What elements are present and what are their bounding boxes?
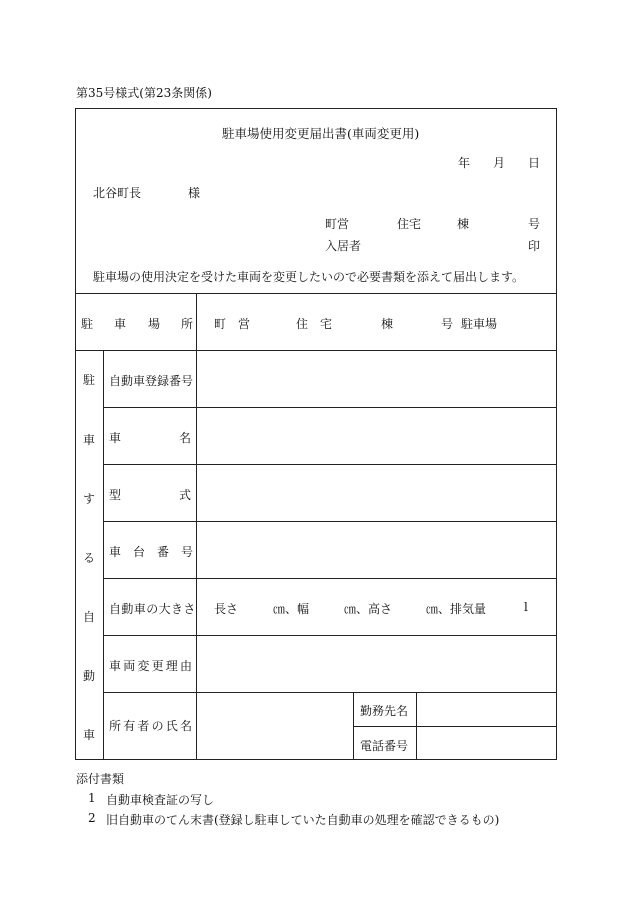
section-label-char-6: 動 [83, 669, 96, 683]
rule-col-label2 [196, 350, 197, 760]
label-name-1: 車 [109, 431, 122, 445]
label-name-2: 名 [179, 431, 192, 445]
label-chassis-3: 番 [157, 545, 170, 559]
label-owner-name: 所有者の氏名 [109, 719, 195, 733]
statement-text: 駐車場の使用決定を受けた車両を変更したいので必要書類を添えて届出します。 [93, 270, 525, 284]
label-chassis-2: 台 [133, 545, 146, 559]
section-label-char-7: 車 [83, 728, 96, 742]
attachment-num-1: 1 [88, 791, 96, 805]
date-month: 月 [493, 156, 506, 170]
parking-label-3: 場 [148, 317, 161, 331]
rule-top-table [75, 293, 557, 294]
label-phone: 電話番号 [360, 739, 409, 753]
rule-col-owner-a [353, 692, 354, 760]
size-disp-unit: ㎝、排気量 [426, 602, 487, 616]
label-workplace: 勤務先名 [360, 704, 409, 718]
rule-col-label [196, 293, 197, 350]
section-label-char-1: 駐 [83, 373, 96, 387]
applicant-prefix: 町営 [325, 217, 350, 231]
size-height-unit: ㎝、高さ [344, 602, 393, 616]
applicant-number: 号 [528, 217, 541, 231]
size-width-unit: ㎝、幅 [273, 602, 310, 616]
date-year: 年 [458, 156, 471, 170]
label-model-2: 式 [179, 488, 192, 502]
seal-mark: 印 [528, 239, 541, 253]
attachments-heading: 添付書類 [76, 772, 125, 786]
section-label-char-4: る [83, 551, 96, 565]
resident-label: 入居者 [325, 239, 362, 253]
label-chassis-4: 号 [181, 545, 194, 559]
rule-after-chassis [103, 578, 557, 579]
rule-after-size [103, 635, 557, 636]
form-title: 駐車場使用変更届出書(車両変更用) [222, 126, 420, 141]
attachment-text-1: 自動車検査証の写し [106, 793, 215, 807]
applicant-building: 棟 [457, 217, 470, 231]
rule-after-model [103, 521, 557, 522]
parking-value-building: 棟 [381, 317, 394, 331]
label-registration: 自動車登録番号 [109, 374, 194, 388]
rule-after-reason [103, 692, 557, 693]
addressee-honorific: 様 [188, 186, 201, 200]
rule-after-name [103, 464, 557, 465]
rule-col-owner-b [416, 692, 417, 760]
parking-value-prefix: 町 営 [214, 317, 251, 331]
parking-value-housing: 住 宅 [296, 317, 333, 331]
section-label-char-3: す [83, 492, 96, 506]
label-model-1: 型 [109, 488, 122, 502]
rule-col-section [103, 350, 104, 760]
parking-label-2: 車 [114, 317, 127, 331]
rule-owner-mid [353, 726, 557, 727]
label-change-reason: 車両変更理由 [109, 659, 195, 673]
applicant-housing: 住宅 [397, 217, 422, 231]
attachment-text-2: 旧自動車のてん末書(登録し駐車していた自動車の処理を確認できるもの) [106, 813, 500, 827]
parking-value-lot: 駐車場 [461, 317, 498, 331]
parking-label-4: 所 [181, 317, 194, 331]
addressee-name: 北谷町長 [93, 186, 142, 200]
label-size: 自動車の大きさ [109, 602, 196, 616]
rule-after-parking [75, 350, 557, 351]
parking-label-1: 駐 [81, 317, 94, 331]
date-day: 日 [528, 156, 541, 170]
section-label-char-2: 車 [83, 433, 96, 447]
size-length: 長さ [214, 602, 239, 616]
parking-value-number: 号 [441, 317, 454, 331]
label-chassis-1: 車 [109, 545, 122, 559]
form-number: 第35号様式(第23条関係) [76, 86, 212, 100]
rule-after-registration [103, 407, 557, 408]
size-disp-suffix: l [524, 600, 528, 614]
attachment-num-2: 2 [88, 811, 96, 825]
section-label-char-5: 自 [83, 610, 96, 624]
